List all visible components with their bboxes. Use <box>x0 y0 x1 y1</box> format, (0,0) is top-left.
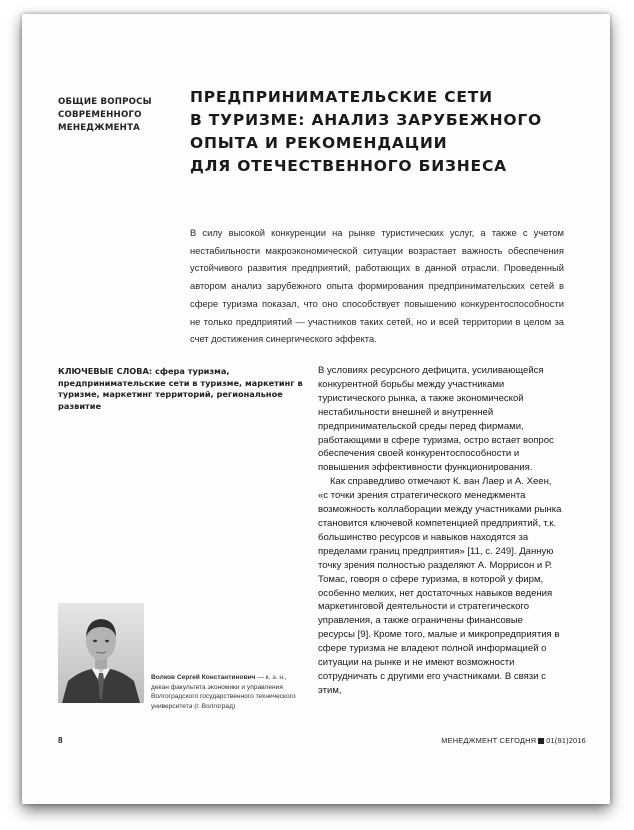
section-label <box>58 96 168 135</box>
footer-journal <box>441 736 586 745</box>
footer-magazine-name: МЕНЕДЖМЕНТ СЕГОДНЯ <box>441 736 537 745</box>
body-paragraph: Как справедливо отмечают К. ван Лаер и А. Хеен, «с точки зрения стратегического менеджмента возможность коллаборации между участниками рынка становится ключевой компетенцией предприятий, т.к. большинство ресурсов и навыков находятся за пределами границ предприятия» [11, с. 249]. Данную точку зрения полностью разделяют А. Моррисон и Р. Томас, говоря о сфере туризма, в которой у фирм, особенно мелких, нет достаточных навыков ведения маркетинговой деятельности и стратегического управления, а также ограничены финансовые ресурсы [9]. Кроме того, малые и микропредприятия в сфере туризма не владеют полной информацией о ситуации на рынке и не имеют возможности сотрудничать с другими его участниками. В связи с этим, <box>318 476 562 696</box>
author-photo <box>58 603 144 703</box>
title-line: ОПЫТА И РЕКОМЕНДАЦИИ <box>190 134 448 152</box>
author-name: Волков Сергей Константинович <box>151 674 256 681</box>
section-label-line: ОБЩИЕ ВОПРОСЫ <box>58 97 152 107</box>
page-number: 8 <box>58 736 63 745</box>
section-label-line: МЕНЕДЖМЕНТА <box>58 123 140 133</box>
section-label-line: СОВРЕМЕННОГО <box>58 110 142 120</box>
footer-issue: 01(91)2016 <box>546 736 586 745</box>
keywords-text: сфера туризма, предпринимательские сети в туризме, маркетинг в туризме, маркетинг территорий, региональное развитие <box>58 366 303 411</box>
square-separator-icon <box>538 738 544 744</box>
author-info <box>151 673 306 711</box>
author-description: — к. э. н., декан факультета экономики и управления Волгоградского государственного технического университета (г. Волгоград) <box>151 674 296 710</box>
article-abstract: В силу высокой конкуренции на рынке туристических услуг, а также с учетом нестабильности макроэкономической ситуации возрастает важность обеспечения устойчивого развития предприятий, работающих в данной отрасли. Проведенный автором анализ зарубежного опыта формирования предпринимательских сетей в сфере туризма показал, что оно способствует повышению конкурентоспособности не только предприятий — участников таких сетей, но и всей территории в целом за счет достижения синергического эффекта. <box>190 227 564 345</box>
article-body <box>318 364 562 698</box>
keywords-label: КЛЮЧЕВЫЕ СЛОВА: <box>58 366 153 376</box>
body-paragraph: В условиях ресурсного дефицита, усиливающейся конкурентной борьбы между участниками туристического рынка, а также экономической нестабильности внешней и внутренней предпринимательской среды перед фирмами, работающими в сфере туризма, остро встает вопрос обеспечения своей конкурентоспособности и повышения эффективности функционирования. <box>318 365 554 474</box>
article-title <box>190 86 560 178</box>
title-line: В ТУРИЗМЕ: АНАЛИЗ ЗАРУБЕЖНОГО <box>190 111 542 129</box>
title-line: ПРЕДПРИНИМАТЕЛЬСКИЕ СЕТИ <box>190 88 493 106</box>
keywords-block <box>58 366 306 412</box>
title-line: ДЛЯ ОТЕЧЕСТВЕННОГО БИЗНЕСА <box>190 157 507 175</box>
